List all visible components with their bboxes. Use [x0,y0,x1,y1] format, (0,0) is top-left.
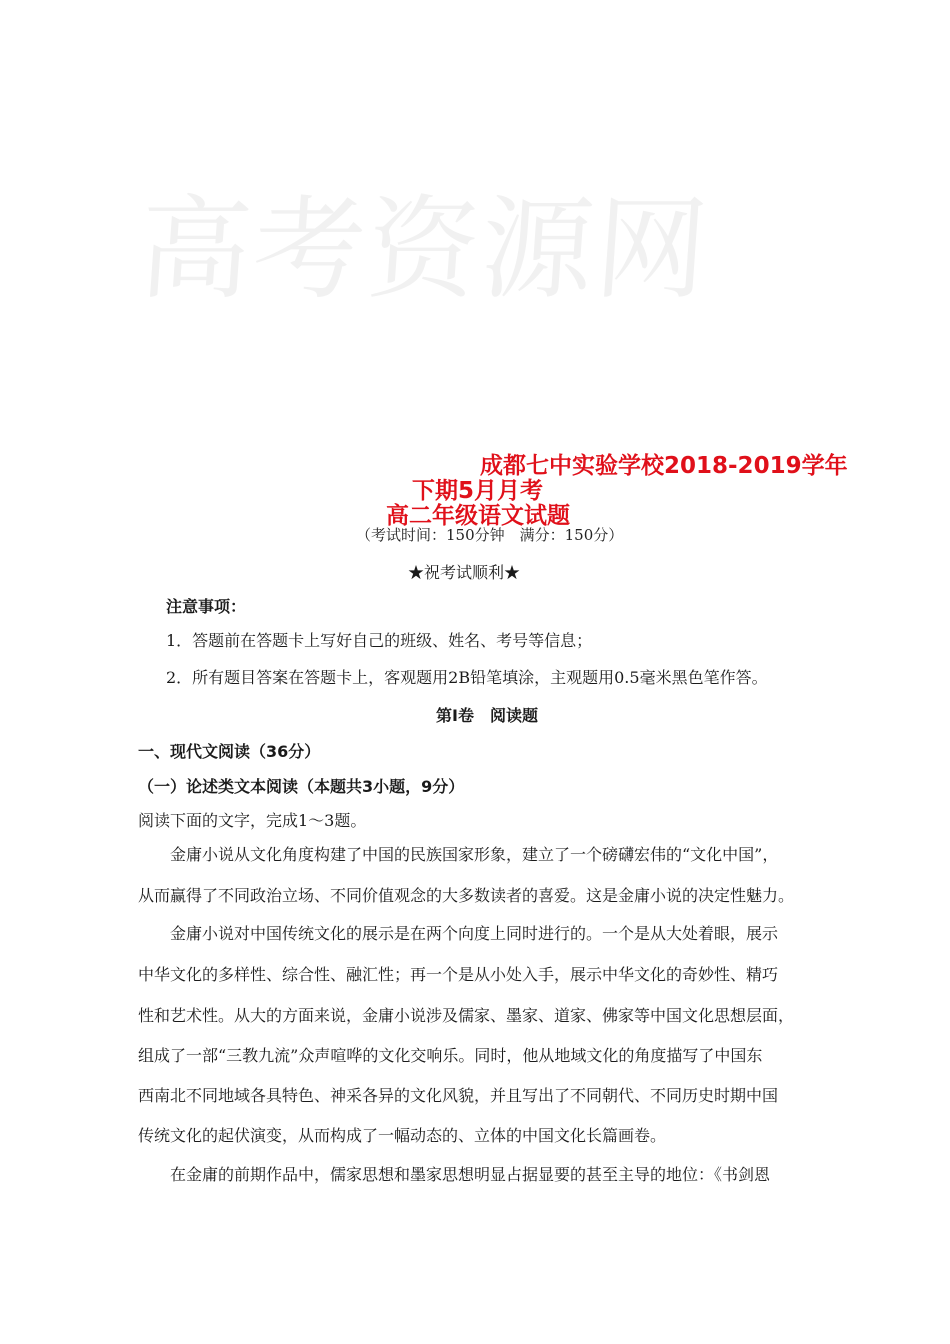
watermark-logo: 高考资源网 [134,185,714,315]
subsection-heading: （一）论述类文本阅读（本题共3小题，9分） [138,777,465,796]
exam-time-info: （考试时间：150分钟 满分：150分） [356,526,624,544]
passage-line: 传统文化的起伏演变，从而构成了一幅动态的、立体的中国文化长篇画卷。 [138,1126,667,1145]
passage-line: 性和艺术性。从大的方面来说，金庸小说涉及儒家、墨家、道家、佛家等中国文化思想层面， [138,1006,795,1025]
good-luck-line: ★祝考试顺利★ [408,563,521,582]
reading-instruction: 阅读下面的文字，完成1～3题。 [138,811,367,830]
exam-title-line1: 成都七中实验学校2018-2019学年 [480,453,848,479]
passage-line: 金庸小说对中国传统文化的展示是在两个向度上同时进行的。一个是从大处着眼，展示 [170,924,779,943]
passage-line: 西南北不同地域各具特色、神采各异的文化风貌，并且写出了不同朝代、不同历史时期中国 [138,1086,779,1105]
notice-item: 2．所有题目答案在答题卡上，客观题用2B铅笔填涂，主观题用0.5毫米黑色笔作答。 [166,668,768,687]
notice-heading: 注意事项： [166,597,247,616]
passage-line: 金庸小说从文化角度构建了中国的民族国家形象，建立了一个磅礴宏伟的“文化中国”， [170,845,779,864]
notice-item: 1．答题前在答题卡上写好自己的班级、姓名、考号等信息； [166,631,593,650]
exam-title-line2: 下期5月月考 [412,478,544,504]
exam-title-line3: 高二年级语文试题 [386,503,570,529]
passage-line: 从而赢得了不同政治立场、不同价值观念的大多数读者的喜爱。这是金庸小说的决定性魅力。 [138,886,795,905]
passage-line: 在金庸的前期作品中，儒家思想和墨家思想明显占据显要的甚至主导的地位：《书剑恩 [170,1165,771,1184]
section-heading: 一、现代文阅读（36分） [138,742,321,761]
passage-line: 中华文化的多样性、综合性、融汇性；再一个是从小处入手，展示中华文化的奇妙性、精巧 [138,965,779,984]
passage-line: 组成了一部“三教九流”众声喧哗的文化交响乐。同时，他从地域文化的角度描写了中国东 [138,1046,763,1065]
part-title: 第Ⅰ卷 阅读题 [436,706,538,725]
